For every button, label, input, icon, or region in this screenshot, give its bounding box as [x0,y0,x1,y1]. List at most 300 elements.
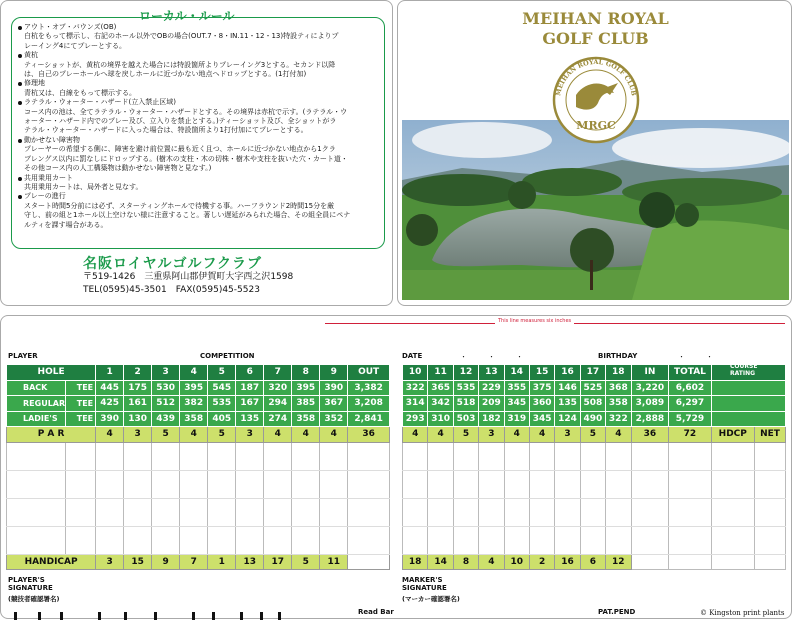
score-cell[interactable] [264,470,292,498]
table-cell: 6 [236,365,264,381]
score-cell[interactable] [580,498,605,526]
score-row[interactable] [7,498,390,526]
table-cell: 167 [236,396,264,412]
table-cell: 319 [504,411,529,427]
table-cell: 4 [606,427,631,443]
table-cell: REGULAR [7,396,66,412]
score-cell[interactable] [580,470,605,498]
measure-text: This line measures six inches [495,318,574,324]
score-cell[interactable] [403,442,428,470]
table-cell: 4 [504,427,529,443]
table-cell: 3 [555,427,580,443]
birthday-dots: ・ ・ [678,353,713,361]
table-cell: 365 [428,380,453,396]
score-cell[interactable] [236,442,264,470]
score-cell[interactable] [555,470,580,498]
table-row [7,365,390,381]
score-cell[interactable] [66,498,96,526]
score-cell[interactable] [124,526,152,554]
table-cell: 390 [320,380,348,396]
table-cell: 368 [606,380,631,396]
table-cell: LADIE'S [7,411,66,427]
score-cell[interactable] [264,442,292,470]
table-cell: 545 [208,380,236,396]
table-cell: 4 [96,427,124,443]
score-cell[interactable] [529,498,554,526]
read-bar-label: Read Bar [358,608,394,616]
score-cell[interactable] [236,498,264,526]
table-cell: 8 [453,554,478,570]
table-cell: 445 [96,380,124,396]
table-cell: 3 [236,427,264,443]
score-cell[interactable] [555,526,580,554]
rule-text: ォーター・ハザード内でのプレー及び、立入りを禁止とする。)ティーショット及び、全ショットがラ [24,117,337,126]
score-cell[interactable] [669,442,711,470]
table-cell: 11 [320,554,348,570]
table-cell: 5 [208,427,236,443]
back-nine-table [402,364,786,570]
table-cell: 310 [428,411,453,427]
score-row[interactable] [7,526,390,554]
table-cell: TEE [66,396,96,412]
marker-signature-jp: (マーカー確認署名) [402,595,460,603]
local-rules-title: ローカル・ルール [139,9,235,23]
table-cell: 4 [180,365,208,381]
score-cell[interactable] [504,442,529,470]
score-cell[interactable] [236,470,264,498]
table-cell: 209 [479,396,504,412]
score-cell[interactable] [711,470,754,498]
rule-text: レーイング4にてプレーとする。 [24,41,127,50]
table-row [7,411,390,427]
table-cell: 5 [208,365,236,381]
score-cell[interactable] [631,442,669,470]
table-cell: 4 [529,427,554,443]
score-cell[interactable] [264,526,292,554]
table-cell: IN [631,365,669,381]
rule-heading: 動かせない障害物 [18,136,378,145]
rule-text: コース内の池は、全てラテラル・ウォーター・ハザードとする。その境界は赤杭で示す。(ラテラル・ウ [24,107,348,116]
table-cell: 274 [264,411,292,427]
table-cell: 5 [453,427,478,443]
score-cell[interactable] [66,470,96,498]
score-cell[interactable] [453,470,478,498]
table-cell: 175 [124,380,152,396]
table-cell: 525 [580,380,605,396]
club-emblem-icon [546,55,646,145]
score-cell[interactable] [403,498,428,526]
score-cell[interactable] [606,470,631,498]
player-signature-label: PLAYER'S SIGNATURE [8,576,53,592]
table-cell: 320 [264,380,292,396]
birthday-label: BIRTHDAY [598,352,638,360]
table-cell: 358 [180,411,208,427]
score-cell[interactable] [320,526,348,554]
score-cell[interactable] [208,498,236,526]
table-cell: 130 [124,411,152,427]
table-row [7,396,390,412]
table-cell: 36 [631,427,669,443]
score-row[interactable] [403,470,786,498]
local-rules-panel [0,0,393,306]
score-cell[interactable] [711,442,754,470]
rule-text: テラル・ウォーター・ハザードに入った場合は、特設箇所より1打付加にてプレーとする。 [24,126,308,135]
rating-cell [711,380,785,396]
score-cell[interactable] [479,470,504,498]
table-cell: 9 [152,554,180,570]
rule-text: 共用乗用カートは、局外者と見なす。 [24,182,143,191]
club-title [398,9,793,49]
table-cell: BACK [7,380,66,396]
table-cell: 10 [403,365,428,381]
score-cell[interactable] [7,442,66,470]
table-cell: 345 [529,411,554,427]
score-cell[interactable] [96,498,124,526]
club-title-line1: MEIHAN ROYAL [522,9,669,28]
score-cell[interactable] [606,498,631,526]
score-cell[interactable] [348,526,390,554]
score-cell[interactable] [631,526,669,554]
table-cell: 5 [152,427,180,443]
score-cell[interactable] [152,526,180,554]
table-cell: 4 [180,427,208,443]
date-label: DATE [402,352,423,360]
score-cell[interactable] [7,526,66,554]
score-cell[interactable] [754,498,785,526]
table-cell: HOLE [7,365,96,381]
table-cell: 36 [348,427,390,443]
table-cell: 342 [428,396,453,412]
table-cell: 358 [606,396,631,412]
table-cell: 6 [580,554,605,570]
score-cell[interactable] [208,442,236,470]
table-cell: 3 [479,427,504,443]
table-cell: 360 [529,396,554,412]
table-row [403,396,786,412]
emblem-ring-text: MEIHAN ROYAL GOLF CLUB [554,57,638,97]
table-cell: 503 [453,411,478,427]
rules-box [11,17,385,249]
score-cell[interactable] [348,442,390,470]
rating-cell [711,396,785,412]
table-cell: 13 [479,365,504,381]
score-cell[interactable] [529,526,554,554]
table-cell: 3 [96,554,124,570]
table-row [403,380,786,396]
table-cell: 395 [292,380,320,396]
table-cell: 4 [403,427,428,443]
cover-panel [397,0,792,306]
table-cell: 405 [208,411,236,427]
rule-text: 守し、前の組と1ホール以上空けない様に注意すること。著しい遅延がみられた場合、その組全員にペナ [24,211,351,220]
score-cell[interactable] [152,442,180,470]
score-cell[interactable] [264,498,292,526]
score-cell[interactable] [292,498,320,526]
score-cell[interactable] [504,526,529,554]
table-cell: 345 [504,396,529,412]
rule-heading: アウト・オブ・バウンズ(OB) [18,23,378,32]
table-cell: HANDICAP [7,554,96,570]
score-cell[interactable] [348,470,390,498]
table-cell: OUT [348,365,390,381]
score-cell[interactable] [180,470,208,498]
score-cell[interactable] [555,498,580,526]
club-address [83,271,293,297]
score-cell[interactable] [631,498,669,526]
table-cell: 4 [320,427,348,443]
score-cell[interactable] [320,498,348,526]
score-cell[interactable] [403,526,428,554]
table-cell: 135 [555,396,580,412]
rule-text: ブレングス以内に罰なしにドロップする。(樹木の支柱・木の切株・樹木や支柱を抜いた穴・カート道・ [24,154,348,163]
score-cell[interactable] [208,526,236,554]
table-cell: 355 [504,380,529,396]
table-cell: 3,208 [348,396,390,412]
table-cell: 9 [320,365,348,381]
table-cell: 3,382 [348,380,390,396]
score-cell[interactable] [348,498,390,526]
table-cell: 6,297 [669,396,711,412]
score-cell[interactable] [7,470,66,498]
table-cell: TEE [66,411,96,427]
score-cell[interactable] [580,442,605,470]
score-cell[interactable] [180,526,208,554]
table-cell: 7 [264,365,292,381]
measure-line [325,318,785,328]
score-cell[interactable] [631,470,669,498]
table-cell: 4 [292,427,320,443]
table-cell [669,554,711,570]
table-row [7,380,390,396]
table-cell: 161 [124,396,152,412]
table-cell: 490 [580,411,605,427]
score-cell[interactable] [669,498,711,526]
table-cell: 10 [504,554,529,570]
score-cell[interactable] [208,470,236,498]
rule-heading: プレーの進行 [18,192,378,201]
table-cell: 16 [555,365,580,381]
score-cell[interactable] [754,442,785,470]
table-cell: 518 [453,396,478,412]
table-cell: P A R [7,427,96,443]
score-cell[interactable] [180,442,208,470]
table-cell: 135 [236,411,264,427]
table-cell: 124 [555,411,580,427]
rule-heading: 修理地 [18,79,378,88]
table-cell: 187 [236,380,264,396]
address-line: 〒519-1426 三重県阿山郡伊賀町大字西之沢1598 [83,272,294,282]
competition-label: COMPETITION [200,352,255,360]
club-title-line2: GOLF CLUB [542,29,649,48]
score-cell[interactable] [124,442,152,470]
table-row [403,411,786,427]
table-cell: 395 [180,380,208,396]
rating-cell [711,411,785,427]
score-cell[interactable] [711,498,754,526]
table-cell: 367 [320,396,348,412]
score-cell[interactable] [453,498,478,526]
table-cell: 182 [479,411,504,427]
score-cell[interactable] [124,470,152,498]
club-name-jp: 名阪ロイヤルゴルフクラブ [83,256,263,272]
score-cell[interactable] [754,470,785,498]
score-cell[interactable] [479,526,504,554]
table-cell: 4 [428,427,453,443]
score-cell[interactable] [504,498,529,526]
rule-heading: 黄杭 [18,51,378,60]
score-row[interactable] [403,526,786,554]
rule-heading: 共用乗用カート [18,174,378,183]
rule-text: 青杭又は、白線をもって標示する。 [24,88,136,97]
table-cell: 508 [580,396,605,412]
table-row [403,427,786,443]
table-cell [348,554,390,570]
table-row [403,365,786,381]
score-cell[interactable] [529,470,554,498]
table-cell: 425 [96,396,124,412]
phone-line: TEL(0595)45-3501 FAX(0595)45-5523 [83,285,260,295]
table-cell: 4 [479,554,504,570]
table-cell: 8 [292,365,320,381]
rule-text: その他コース内の人工構築物は動かせない障害物と見なす。) [24,164,212,173]
score-cell[interactable] [292,470,320,498]
score-cell[interactable] [96,470,124,498]
score-cell[interactable] [555,442,580,470]
score-cell[interactable] [504,470,529,498]
table-cell: 439 [152,411,180,427]
score-cell[interactable] [669,470,711,498]
score-row[interactable] [403,442,786,470]
score-cell[interactable] [320,442,348,470]
rule-text: 白杭をもって標示し、右記のホール以外でOBの場合(OUT.7・8・IN.11・12・13)特設ティによりプ [24,32,339,41]
table-cell: 15 [124,554,152,570]
table-cell: 72 [669,427,711,443]
course-rating-label: COURSE RATING [730,363,758,377]
table-cell: 14 [504,365,529,381]
table-cell: 5 [292,554,320,570]
score-cell[interactable] [428,498,453,526]
table-cell: 15 [529,365,554,381]
course-photo [402,120,789,300]
table-cell: 322 [403,380,428,396]
score-cell[interactable] [292,526,320,554]
table-row [7,554,390,570]
rule-text: プレーヤーの希望する側に、障害を避け前位置に最も近く且つ、ホールに近づかない地点から1クラ [24,145,336,154]
table-cell: 535 [208,396,236,412]
score-cell[interactable] [453,442,478,470]
table-cell: 18 [606,365,631,381]
table-cell: 3 [152,365,180,381]
table-cell [631,554,669,570]
table-cell: 2 [529,554,554,570]
table-cell: 7 [180,554,208,570]
score-cell[interactable] [96,526,124,554]
table-cell: 3 [124,427,152,443]
table-cell: TOTAL [669,365,711,381]
table-cell: 17 [264,554,292,570]
score-cell[interactable] [606,442,631,470]
score-cell[interactable] [428,526,453,554]
table-cell: 17 [580,365,605,381]
score-cell[interactable] [320,470,348,498]
table-cell: 146 [555,380,580,396]
table-cell: TEE [66,380,96,396]
score-cell[interactable] [152,470,180,498]
score-cell[interactable] [7,498,66,526]
table-cell: 5,729 [669,411,711,427]
table-cell: 375 [529,380,554,396]
score-cell[interactable] [292,442,320,470]
rule-text: ルティを課す場合がある。 [24,220,108,229]
table-cell: 3,089 [631,396,669,412]
table-cell: 385 [292,396,320,412]
table-cell: 358 [292,411,320,427]
score-cell[interactable] [711,526,754,554]
date-dots: ・ ・ ・ [460,353,523,361]
table-cell: 6,602 [669,380,711,396]
table-cell: 14 [428,554,453,570]
score-cell[interactable] [479,498,504,526]
table-cell: 535 [453,380,478,396]
score-cell[interactable] [96,442,124,470]
table-cell: 314 [403,396,428,412]
table-cell: 12 [606,554,631,570]
table-cell: 16 [555,554,580,570]
score-cell[interactable] [152,498,180,526]
emblem-text: MRGC [576,119,616,132]
table-row [7,427,390,443]
table-cell: 3,220 [631,380,669,396]
score-cell[interactable] [236,526,264,554]
table-cell: 2,888 [631,411,669,427]
score-row[interactable] [7,470,390,498]
score-cell[interactable] [428,442,453,470]
score-row[interactable] [7,442,390,470]
score-cell[interactable] [403,470,428,498]
score-cell[interactable] [66,526,96,554]
score-cell[interactable] [669,526,711,554]
rule-text: は、自己のプレーホールへ球を戻しホールに近づかない地点へドロップとする。(1打付加) [24,70,307,79]
table-cell: 382 [180,396,208,412]
table-cell: 322 [606,411,631,427]
table-cell: 293 [403,411,428,427]
table-cell: 352 [320,411,348,427]
table-cell: 2 [124,365,152,381]
score-cell[interactable] [453,526,478,554]
score-cell[interactable] [180,498,208,526]
score-row[interactable] [403,498,786,526]
score-cell[interactable] [754,526,785,554]
table-cell: 1 [208,554,236,570]
score-cell[interactable] [66,442,96,470]
table-row [403,554,786,570]
table-cell: 4 [264,427,292,443]
score-cell[interactable] [124,498,152,526]
rule-text: スタート時間5分前には必ず、スターティングホールで待機する事。ハーフラウンド2時間15分を厳 [24,201,335,210]
table-cell: 390 [96,411,124,427]
table-cell: 18 [403,554,428,570]
score-cell[interactable] [580,526,605,554]
table-cell: 229 [479,380,504,396]
score-cell[interactable] [479,442,504,470]
table-cell: 2,841 [348,411,390,427]
pat-pend-label: PAT.PEND [598,608,636,616]
player-label: PLAYER [8,352,38,360]
table-cell: NET [754,427,785,443]
score-cell[interactable] [428,470,453,498]
score-cell[interactable] [606,526,631,554]
score-cell[interactable] [529,442,554,470]
